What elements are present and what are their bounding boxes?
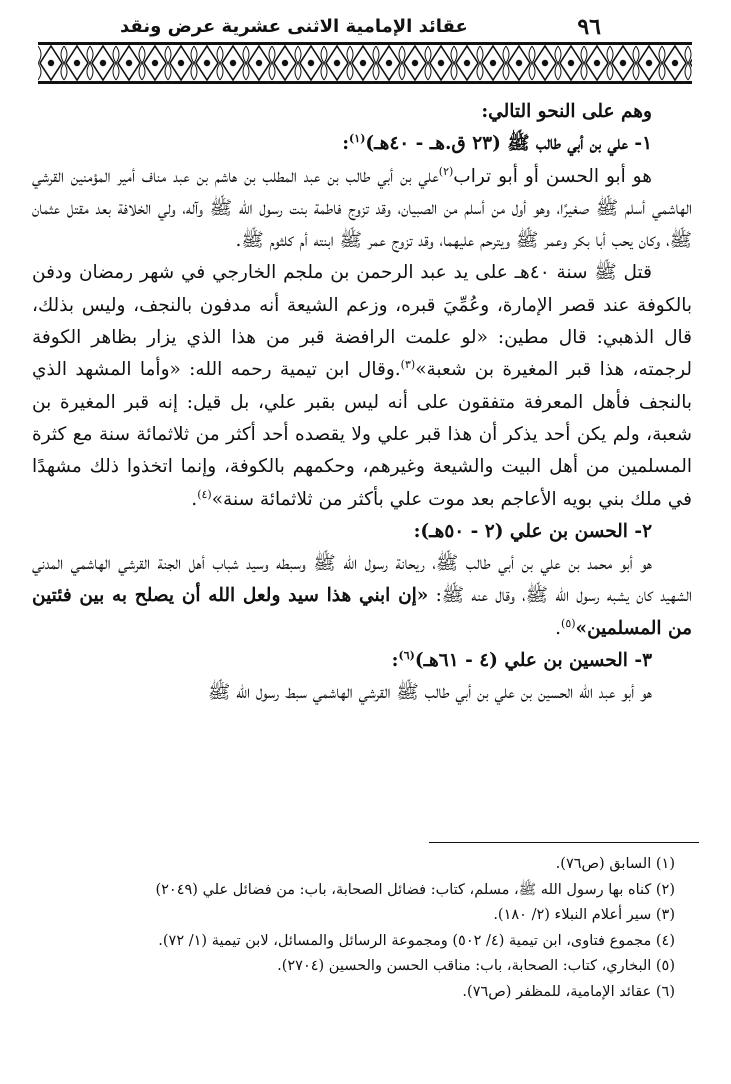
paragraph-ali-bio: هو أبو الحسن أو أبو تراب$^{(٢)}$علي بن أبي طالب بن عبد المطلب بن هاشم بن عبد مناف أمير المؤمنين القرشي الهاشمي أسلم ﷺ صغيرًا، وهو أول من أسلم من الصبيان، وقد تزوج فاطمة بنت رسول الله ﷺ وآله، ولي الخلافة بعد مقتل عثمان ﷺ، وكان يحب أبا بكر وعمر ﷺ ويترحم عليهما، وقد تزوج عمر ﷺ ابنته أم كلثوم ﷺ. xyxy=(32,164,692,252)
footnote-ref[interactable]: (٦) xyxy=(398,648,415,662)
paragraph-hasan-bio: هو أبو محمد بن علي بن أبي طالب ﷺ، ريحانة رسول الله ﷺ وسبطه وسيد شباب أهل الجنة القرشي الهاشمي المدني الشهيد كان يشبه رسول الله ﷺ، وقال عنه ﷺ: «إن ابني هذا سيد ولعل الله أن يصلح به بين فئتين من المسلمين»$^{(٥)}$. xyxy=(32,553,693,639)
paragraph-husayn-bio: هو أبو عبد الله الحسين بن علي بن أبي طالب ﷺ القرشي الهاشمي سبط رسول الله ﷺ xyxy=(207,682,652,704)
section-heading-husayn: ٣- الحسين بن علي (٤ - ٦١هـ)$^{(٦)}$: xyxy=(391,648,652,672)
footnote-item: (٤) مجموع فتاوى، ابن تيمية (٤/ ٥٠٢) ومجموعة الرسائل والمسائل، لابن تيمية (١/ ٧٢). xyxy=(158,932,675,949)
footnote-ref[interactable]: (٥) xyxy=(561,616,576,630)
decorative-border xyxy=(38,42,692,84)
footnote-item: (٢) كناه بها رسول الله ﷺ، مسلم، كتاب: فضائل الصحابة، باب: من فضائل علي (٢٠٤٩) xyxy=(155,881,675,898)
paragraph-ali-death: قتل ﷺ سنة ٤٠هـ على يد عبد الرحمن بن ملجم الخارجي في شهر رمضان ودفن بالكوفة عند قصر الإمارة، وعُمِّيَ قبره، وزعم الشيعة أنه مدفون بالنجف، وليس بذلك، قال الذهبي: قال مطين: «لو علمت الرافضة قبر من هذا الذي يزار بظاهر الكوفة لرجمته، هذا قبر المغيرة بن شعبة»$^{(٣)}$.وقال ابن تيمية رحمه الله: «وأما المشهد الذي بالنجف فأهل المعرفة متفقون على أنه ليس بقبر علي، بل قيل: إنه قبر المغيرة بن شعبة، ولم يكن أحد يذكر أن هذا قبر علي ولا يقصده أحد أكثر من ثلاثمائة سنة مع كثرة المسلمين من أهل البيت والشيعة وغيرهم، وحكمهم بالكوفة، وإنما اتخذوا ذلك مشهدًا في ملك بني بويه الأعاجم بعد موت علي بأكثر من ثلاثمائة سنة»$^{(٤)}$. xyxy=(32,262,692,510)
intro-line: وهم على النحو التالي: xyxy=(481,101,652,122)
footnote-ref[interactable]: (٣) xyxy=(400,358,416,372)
footnotes-list xyxy=(65,852,675,1006)
main-text xyxy=(32,96,692,710)
footnote-item: (٥) البخاري، كتاب: الصحابة، باب: مناقب الحسن والحسين (٢٧٠٤). xyxy=(277,958,675,975)
footnote-divider xyxy=(429,842,699,843)
footnote-ref[interactable]: (١) xyxy=(349,132,366,146)
section-heading-hasan: ٢- الحسن بن علي (٢ - ٥٠هـ): xyxy=(413,520,652,542)
footnote-item: (١) السابق (ص٧٦). xyxy=(555,856,675,872)
running-title: عقائد الإمامية الاثنى عشرية عرض ونقد xyxy=(120,16,468,37)
footnote-item: (٣) سير أعلام النبلاء (٢/ ١٨٠). xyxy=(493,907,675,924)
page-header xyxy=(30,14,701,44)
hadith-quote: «إن ابني هذا سيد ولعل الله أن يصلح به بين فئتين من المسلمين» xyxy=(32,585,692,639)
footnote-ref[interactable]: (٢) xyxy=(438,164,454,178)
section-heading-ali: ١- علي بن أبي طالب ﷺ (٢٣ ق.هـ - ٤٠هـ)$^{(١)}$: xyxy=(342,132,652,155)
footnote-ref[interactable]: (٤) xyxy=(197,487,212,501)
footnote-item: (٦) عقائد الإمامية، للمظفر (ص٧٦). xyxy=(462,983,675,1000)
page-number: ٩٦ xyxy=(577,14,601,40)
